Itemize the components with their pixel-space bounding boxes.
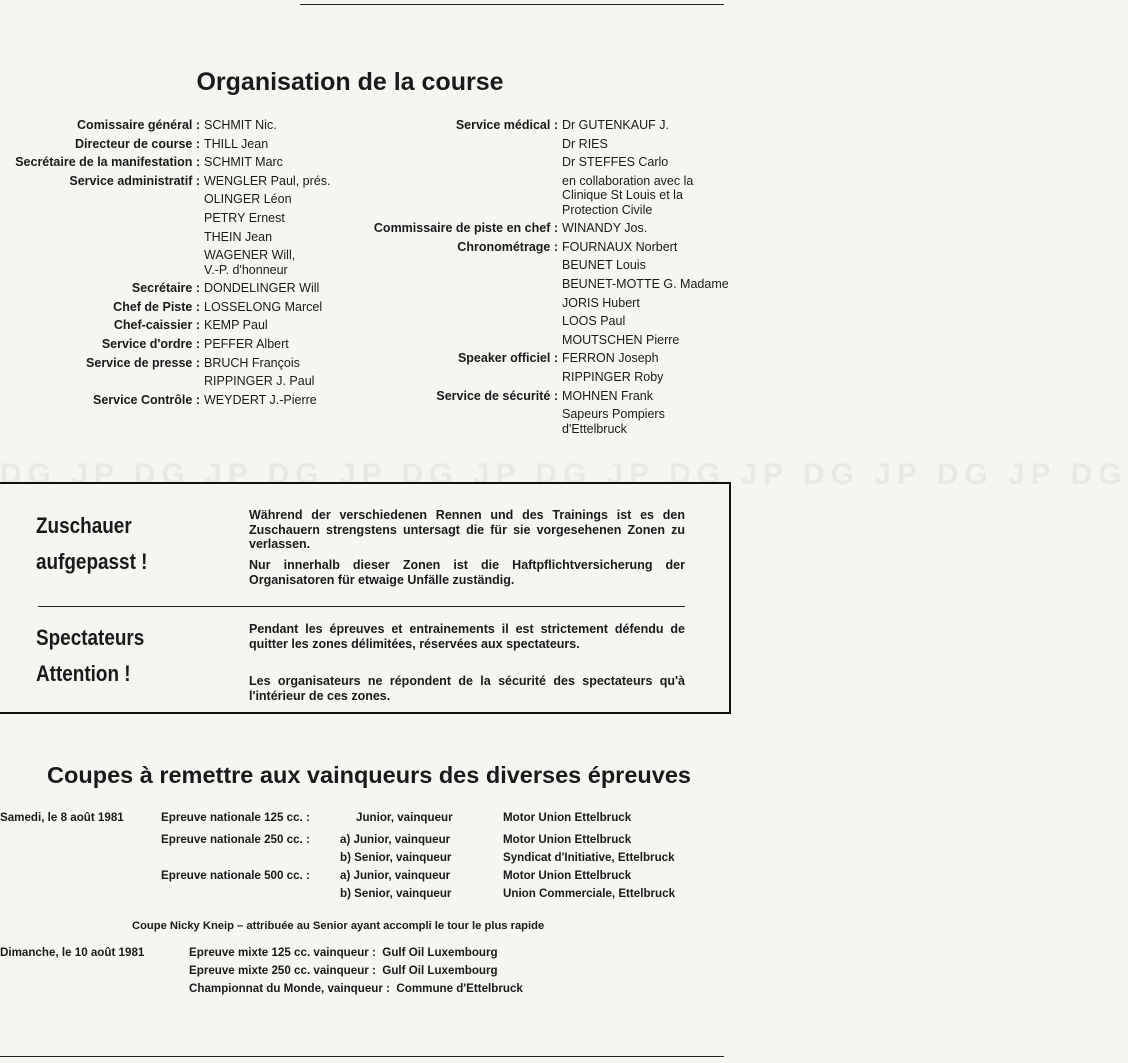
organisation-name: Dr STEFFES Carlo bbox=[562, 155, 669, 170]
organisation-name: Dr GUTENKAUF J. bbox=[562, 118, 669, 132]
organisation-names bbox=[204, 172, 330, 279]
organisation-names bbox=[562, 387, 665, 439]
sunday-date: Dimanche, le 10 août 1981 bbox=[0, 946, 145, 959]
organisation-name: FOURNAUX Norbert bbox=[562, 239, 678, 254]
spectator-notice-box bbox=[0, 482, 731, 714]
organisation-names bbox=[204, 335, 289, 354]
organisation-name: FERRON Joseph bbox=[562, 351, 659, 366]
organisation-entry bbox=[340, 116, 729, 219]
organisation-role-label: Secrétaire de la manifestation : bbox=[15, 155, 200, 170]
organisation-names bbox=[204, 316, 268, 335]
organisation-name: WEYDERT J.-Pierre bbox=[204, 392, 317, 407]
organisation-entry bbox=[0, 354, 330, 391]
notice-fr-heading-1: Spectateurs bbox=[36, 625, 145, 650]
organisation-names bbox=[562, 238, 729, 350]
sunday-cup-row: Epreuve mixte 250 cc. vainqueur : Gulf Oil Luxembourg bbox=[189, 964, 498, 977]
organisation-entry bbox=[0, 153, 330, 172]
organisation-name: PETRY Ernest bbox=[204, 210, 285, 225]
organisation-name: BRUCH François bbox=[204, 355, 300, 370]
cup-donor: Motor Union Ettelbruck bbox=[503, 811, 632, 824]
nicky-kneip-cup: Coupe Nicky Kneip – attribuée au Senior ayant accompli le tour le plus rapide bbox=[132, 920, 545, 932]
organisation-name: SCHMIT Marc bbox=[204, 155, 283, 170]
cup-class: a) Junior, vainqueur bbox=[340, 833, 451, 846]
organisation-role-label: Chronométrage : bbox=[457, 239, 558, 254]
organisation-entry bbox=[0, 135, 330, 154]
organisation-name: Dr RIES bbox=[562, 136, 608, 151]
organisation-role-label: Chef de Piste : bbox=[113, 299, 200, 314]
notice-de-heading-2: aufgepasst ! bbox=[36, 549, 148, 574]
organisation-role-label: Comissaire général : bbox=[77, 118, 200, 132]
organisation-name: Sapeurs Pompiers d'Ettelbruck bbox=[562, 407, 665, 436]
organisation-role-label: Service Contrôle : bbox=[93, 392, 200, 407]
organisation-entry bbox=[340, 349, 729, 386]
organisation-entry bbox=[0, 391, 330, 410]
cup-donor: Syndicat d'Initiative, Ettelbruck bbox=[503, 851, 675, 864]
notice-fr-paragraph-2: Les organisateurs ne répondent de la sécurité des spectateurs qu'à l'intérieur de ces zones. bbox=[249, 674, 685, 703]
organisation-entry bbox=[0, 316, 330, 335]
organisation-role-label: Service d'ordre : bbox=[101, 336, 200, 351]
organisation-entry bbox=[340, 238, 729, 350]
organisation-entry bbox=[340, 387, 729, 439]
notice-fr-paragraph-1: Pendant les épreuves et entrainements il est strictement défendu de quitter les zones délimitées, réservées aux spectateurs. bbox=[249, 622, 685, 651]
organisation-entry bbox=[0, 116, 330, 135]
organisation-name: OLINGER Léon bbox=[204, 192, 292, 207]
organisation-role-label: Service administratif : bbox=[69, 173, 200, 188]
organisation-name: RIPPINGER J. Paul bbox=[204, 374, 315, 389]
organisation-names bbox=[204, 153, 283, 172]
organisation-names bbox=[562, 349, 663, 386]
cup-donor: Motor Union Ettelbruck bbox=[503, 833, 632, 846]
cups-title: Coupes à remettre aux vainqueurs des diverses épreuves bbox=[47, 762, 691, 788]
sunday-cup-row: Epreuve mixte 125 cc. vainqueur : Gulf Oil Luxembourg bbox=[189, 946, 498, 959]
organisation-name: JORIS Hubert bbox=[562, 295, 640, 310]
organisation-name: WINANDY Jos. bbox=[562, 221, 648, 236]
organisation-entry bbox=[0, 172, 330, 279]
cup-event: Epreuve nationale 500 cc. : bbox=[161, 869, 310, 882]
organisation-name: PEFFER Albert bbox=[204, 336, 289, 351]
organisation-role-label: Service de sécurité : bbox=[436, 388, 558, 403]
organisation-title: Organisation de la course bbox=[196, 68, 504, 96]
organisation-name: en collaboration avec la Clinique St Louis et la Protection Civile bbox=[562, 173, 694, 217]
sunday-cup-row: Championnat du Monde, vainqueur : Commune d'Ettelbruck bbox=[189, 982, 523, 995]
organisation-role-label: Commissaire de piste en chef : bbox=[373, 221, 558, 236]
cup-donor: Motor Union Ettelbruck bbox=[503, 869, 632, 882]
organisation-names bbox=[204, 298, 322, 317]
notice-de-paragraph-2: Nur innerhalb dieser Zonen ist die Haftpflichtversicherung der Organisatoren für etwaige Unfälle zuständig. bbox=[249, 558, 685, 587]
organisation-names bbox=[562, 219, 647, 238]
organisation-role-label: Speaker officiel : bbox=[457, 351, 558, 366]
watermark-pattern: DG JP DG JP DG JP DG JP DG JP DG JP DG JP DG JP DG bbox=[0, 458, 1128, 491]
organisation-name: BEUNET-MOTTE G. Madame bbox=[562, 277, 729, 292]
organisation-name: MOHNEN Frank bbox=[562, 388, 653, 403]
organisation-names bbox=[204, 279, 319, 298]
cup-class: a) Junior, vainqueur bbox=[340, 869, 451, 882]
organisation-name: SCHMIT Nic. bbox=[204, 118, 277, 132]
organisation-name: THILL Jean bbox=[204, 136, 269, 151]
organisation-names bbox=[204, 116, 277, 135]
cup-donor: Union Commerciale, Ettelbruck bbox=[503, 887, 676, 900]
organisation-role-label: Service médical : bbox=[455, 118, 558, 132]
top-rule bbox=[300, 4, 724, 5]
organisation-name: WENGLER Paul, prés. bbox=[204, 173, 331, 188]
organisation-name: THEIN Jean bbox=[204, 229, 273, 244]
organisation-left-column bbox=[0, 116, 330, 409]
notice-de-heading-1: Zuschauer bbox=[36, 513, 132, 538]
notice-de-paragraph-1: Während der verschiedenen Rennen und des Trainings ist es den Zuschauern strengstens untersagt die für sie vorgesehenen Zonen zu verlassen. bbox=[249, 508, 685, 551]
organisation-entry bbox=[0, 298, 330, 317]
organisation-name: BEUNET Louis bbox=[562, 258, 646, 273]
organisation-role-label: Service de presse : bbox=[86, 355, 200, 370]
bottom-rule bbox=[0, 1056, 724, 1057]
cup-event: Epreuve nationale 250 cc. : bbox=[161, 833, 310, 846]
saturday-date: Samedi, le 8 août 1981 bbox=[0, 811, 124, 824]
organisation-name: WAGENER Will, V.-P. d'honneur bbox=[204, 248, 296, 277]
organisation-right-column bbox=[340, 116, 729, 438]
notice-fr-heading-2: Attention ! bbox=[36, 661, 131, 686]
organisation-name: MOUTSCHEN Pierre bbox=[562, 332, 680, 347]
organisation-names bbox=[562, 116, 693, 219]
organisation-name: KEMP Paul bbox=[204, 318, 268, 333]
organisation-name: LOSSELONG Marcel bbox=[204, 299, 323, 314]
cup-class: b) Senior, vainqueur bbox=[340, 887, 452, 900]
notice-separator bbox=[38, 606, 685, 607]
cup-event: Epreuve nationale 125 cc. : bbox=[161, 811, 310, 824]
organisation-role-label: Chef-caissier : bbox=[113, 318, 200, 333]
organisation-name: LOOS Paul bbox=[562, 314, 626, 329]
organisation-names bbox=[204, 135, 268, 154]
organisation-role-label: Secrétaire : bbox=[131, 281, 200, 296]
organisation-role-label: Directeur de course : bbox=[74, 136, 200, 151]
cup-class: b) Senior, vainqueur bbox=[340, 851, 452, 864]
organisation-name: RIPPINGER Roby bbox=[562, 370, 664, 385]
organisation-name: DONDELINGER Will bbox=[204, 281, 320, 296]
organisation-names bbox=[204, 391, 317, 410]
organisation-entry bbox=[0, 335, 330, 354]
organisation-names bbox=[204, 354, 314, 391]
organisation-entry bbox=[0, 279, 330, 298]
cup-class: Junior, vainqueur bbox=[356, 811, 453, 824]
organisation-entry bbox=[340, 219, 729, 238]
